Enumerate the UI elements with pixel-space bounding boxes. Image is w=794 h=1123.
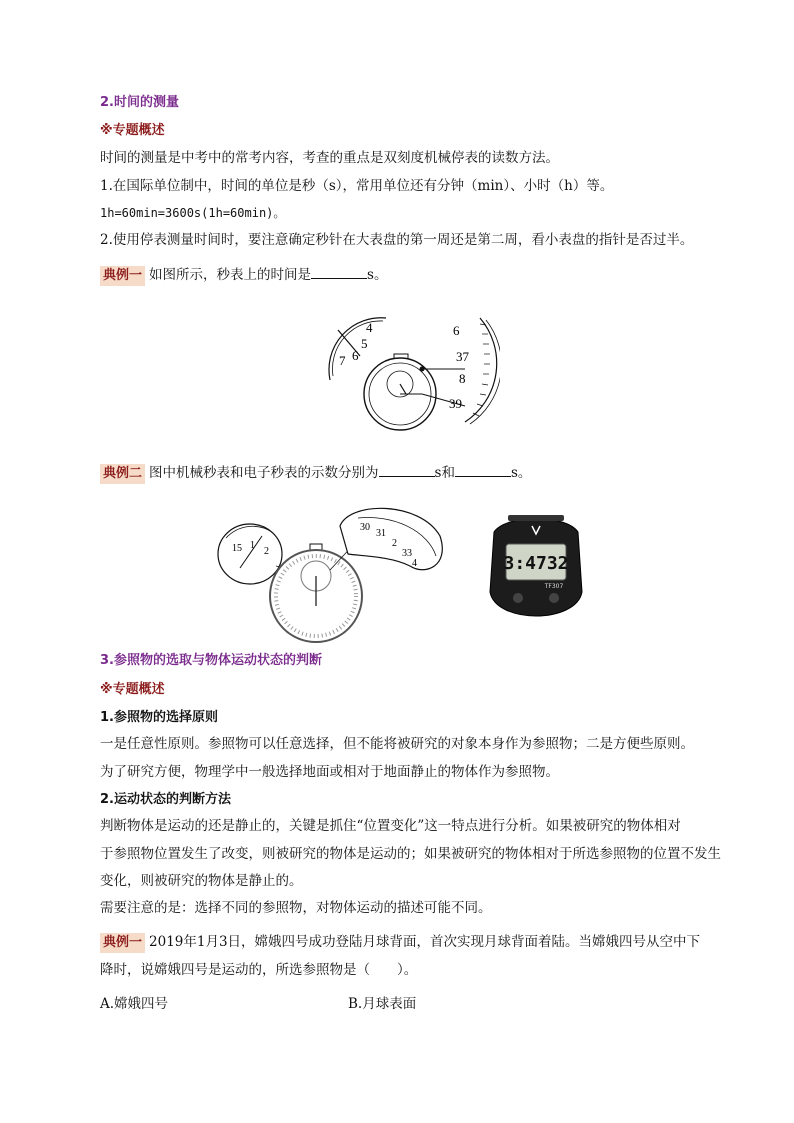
section-3-sub-2-line-1: 判断物体是运动的还是静止的，关键是抓住“位置变化”这一特点进行分析。如果被研究的物体相对	[100, 818, 681, 834]
fig2-right-tick: 31	[376, 528, 386, 539]
example-1-question	[100, 264, 387, 286]
section-2-intro: 时间的测量是中考中的常考内容，考查的重点是双刻度机械停表的读数方法。	[100, 150, 559, 166]
fig1-right-tick: 8	[459, 371, 466, 386]
section-3-note: 需要注意的是：选择不同的参照物，对物体运动的描述可能不同。	[100, 900, 492, 916]
fig2-right-tick: 4	[412, 558, 417, 569]
section-3-sub-1-line-2: 为了研究方便，物理学中一般选择地面或相对于地面静止的物体作为参照物。	[100, 764, 559, 780]
section-3-sub-1-line-1: 一是任意性原则。参照物可以任意选择，但不能将被研究的对象本身作为参照物；二是方便些原则。	[100, 736, 694, 752]
example-2-question	[100, 462, 531, 484]
example-1-tag: 典例一	[100, 266, 145, 286]
fig2-left-tick: 1	[250, 540, 255, 551]
fig2-left-tick: 2	[264, 546, 269, 557]
example-2-text: 图中机械秒表和电子秒表的示数分别为	[149, 465, 379, 481]
fig1-right-tick: 6	[453, 323, 460, 338]
fig2-right-tick: 30	[360, 522, 370, 533]
digital-stopwatch	[486, 512, 586, 632]
example-3-text: 2019年1月3日，嫦娥四号成功登陆月球背面，首次实现月球背面着陆。当嫦娥四号从空中下	[149, 934, 701, 950]
answer-blank	[455, 462, 511, 477]
fig1-left-tick: 6	[352, 348, 359, 363]
example-3-question-line-1	[100, 932, 700, 953]
section-3-sub-1-title: 1.参照物的选择原则	[100, 710, 218, 725]
option-a[interactable]: A.嫦娥四号	[100, 996, 169, 1012]
section-3-overview-label: ※专题概述	[100, 682, 165, 697]
fig2-right-tick: 33	[402, 548, 412, 559]
section-3-sub-2-title: 2.运动状态的判断方法	[100, 792, 231, 807]
example-1-unit: s。	[367, 267, 388, 283]
fig1-right-tick: 37	[456, 349, 469, 364]
stopwatch-figure-1	[320, 312, 500, 442]
example-3-question-line-2: 降时，说嫦娥四号是运动的，所选参照物是（ ）。	[100, 962, 418, 978]
example-2-unit-1: s和	[434, 465, 455, 481]
option-b[interactable]: B.月球表面	[348, 996, 417, 1012]
section-3-sub-2-line-2: 于参照物位置发生了改变，则被研究的物体是运动的；如果被研究的物体相对于所选参照物的位置不发生	[100, 846, 721, 862]
answer-blank	[311, 264, 367, 279]
example-3-tag: 典例一	[100, 933, 145, 953]
fig1-left-tick: 4	[366, 320, 373, 335]
fig2-left-tick: 15	[232, 543, 242, 554]
digital-display: 3:4732	[503, 553, 569, 574]
section-2-overview-label: ※专题概述	[100, 123, 165, 138]
section-2-point-1: 1.在国际单位制中，时间的单位是秒（s），常用单位还有分钟（min）、小时（h）等。	[100, 178, 614, 194]
example-2-tag: 典例二	[100, 464, 145, 484]
section-3-sub-2-line-3: 变化，则被研究的物体是静止的。	[100, 873, 303, 889]
section-2-point-1-cont: 1h=60min=3600s(1h=60min)。	[100, 206, 286, 220]
example-1-text: 如图所示，秒表上的时间是	[149, 267, 312, 283]
fig1-left-tick: 7	[339, 353, 346, 368]
stopwatch-figure-2	[210, 496, 450, 646]
answer-blank	[379, 462, 435, 477]
section-3-title: 3.参照物的选取与物体运动状态的判断	[100, 653, 322, 668]
fig1-left-tick: 5	[361, 336, 368, 351]
example-2-unit-2: s。	[510, 465, 532, 481]
section-2-point-2: 2.使用停表测量时间时，要注意确定秒针在大表盘的第一周还是第二周，看小表盘的指针是否过半。	[100, 232, 694, 248]
fig2-right-tick: 2	[392, 538, 397, 549]
fig1-right-tick: 39	[449, 396, 462, 411]
section-2-title: 2.时间的测量	[100, 95, 179, 110]
digital-model-label: TF307	[544, 583, 564, 590]
